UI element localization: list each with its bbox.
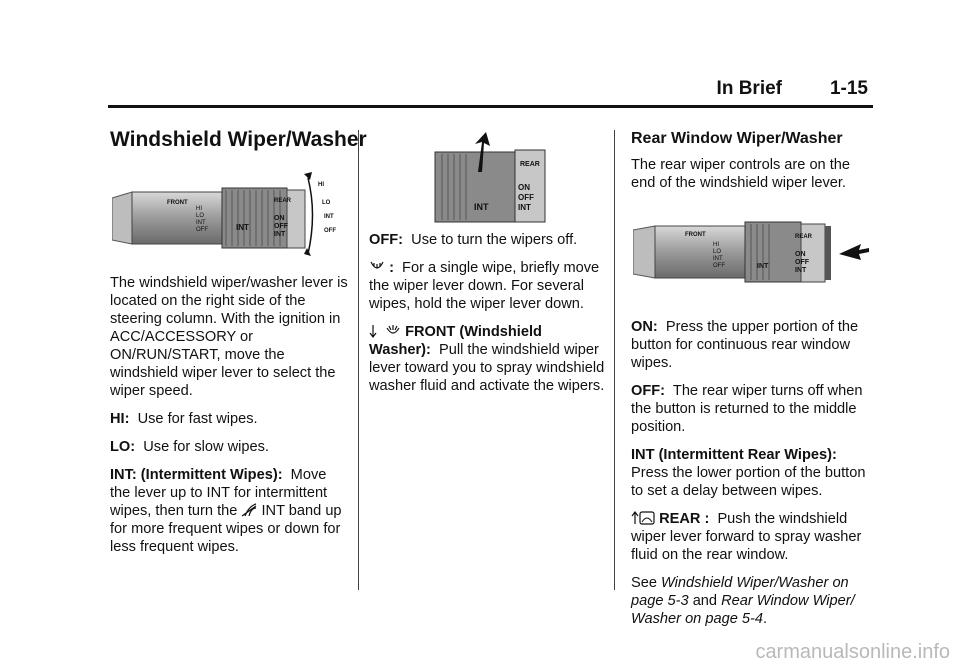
see-link-windshield[interactable]: Windshield Wiper/Washer on page 5-3 [631, 575, 849, 609]
fig-label-off: OFF [196, 227, 208, 233]
rear-off-text: The rear wiper turns off when the button is returned to the middle position. [631, 383, 863, 435]
fig-mid-label-off: OFF [518, 193, 534, 202]
column-divider-2 [614, 130, 615, 590]
rear-washer-icon [639, 511, 655, 525]
rear-off-label: OFF: [631, 383, 666, 399]
int-label: INT: (Intermittent Wipes): [110, 467, 283, 483]
rear-section-title: Rear Window Wiper/Washer [631, 130, 843, 147]
fig-mid-label-rear: REAR [520, 161, 540, 168]
page-header [640, 78, 872, 104]
see-text: See [631, 575, 657, 591]
int-entry [110, 466, 350, 556]
see-also-entry [631, 574, 871, 628]
middle-column-text [369, 231, 609, 405]
front-washer-icon [385, 324, 401, 338]
right-column-text [631, 318, 871, 638]
wiper-lever-closeup-figure [430, 132, 580, 224]
off-text: Use to turn the wipers off. [411, 232, 578, 248]
mist-label: : [389, 260, 394, 276]
fig-label-side-lo: LO [322, 200, 331, 206]
mist-text: For a single wipe, briefly move the wiper lever down. For several wipes, hold the wiper lever down. [369, 260, 600, 312]
mist-icon [369, 260, 385, 274]
hi-entry [110, 410, 350, 428]
rear-int-label: INT (Intermittent Rear Wipes): [631, 447, 837, 463]
off-label: OFF: [369, 232, 404, 248]
header-rule [108, 105, 873, 108]
fig-rear-label-int-band: INT [757, 263, 769, 270]
rear-intro: The rear wiper controls are on the end of the windshield wiper lever. [631, 157, 851, 191]
int-text-b: INT band up for more frequent wipes or down for less frequent wipes. [110, 503, 342, 555]
on-label: ON: [631, 319, 658, 335]
fig-rear-label-hi: HI [713, 242, 719, 248]
fig-label-hi: HI [196, 206, 202, 212]
column-divider-1 [358, 130, 359, 590]
fig-label-int-btn: INT [274, 231, 286, 238]
fig-label-side-off: OFF [324, 228, 336, 234]
see-link-rear-window[interactable]: Rear Window Wiper/ Washer on page 5-4 [631, 593, 855, 627]
fig-mid-label-on: ON [518, 183, 530, 192]
fig-label-int: INT [196, 220, 206, 226]
fig-rear-label-off: OFF [713, 263, 725, 269]
on-text: Press the upper portion of the button for continuous rear window wipes. [631, 319, 859, 371]
hi-text: Use for fast wipes. [137, 411, 258, 427]
fig-rear-label-lo: LO [713, 249, 722, 255]
rear-label: REAR : [659, 511, 710, 527]
fig-label-rear: REAR [274, 198, 292, 204]
intermittent-wipe-icon [241, 503, 257, 517]
front-label-a: FRONT (Windshield [405, 324, 542, 340]
lo-entry [110, 438, 350, 456]
fig-label-side-int: INT [324, 214, 334, 220]
rear-text: Push the windshield wiper lever forward to spray washer fluid on the rear window. [631, 511, 862, 563]
header-section: In Brief [716, 78, 782, 99]
front-washer-entry [369, 323, 609, 395]
header-page-number: 1-15 [829, 78, 868, 99]
on-entry [631, 318, 871, 372]
rear-int-text: Press the lower portion of the button to set a delay between wipes. [631, 465, 866, 499]
off-entry [369, 231, 609, 249]
fig-rear-label-int-btn: INT [795, 267, 807, 274]
fig-rear-label-front: FRONT [685, 232, 706, 238]
rear-wiper-lever-figure [633, 212, 871, 292]
lo-label: LO: [110, 439, 136, 455]
rear-off-entry [631, 382, 871, 436]
fig-rear-label-on: ON [795, 251, 806, 258]
fig-rear-label-off-btn: OFF [795, 259, 809, 266]
rear-int-entry [631, 446, 871, 500]
fig-label-front: FRONT [167, 200, 188, 206]
hi-label: HI: [110, 411, 130, 427]
rear-washer-entry [631, 510, 871, 564]
washer-up-arrow-icon [631, 511, 639, 525]
fig-rear-label-rear: REAR [795, 234, 813, 240]
watermark: carmanualsonline.info [755, 641, 950, 663]
fig-mid-label-int-btn: INT [518, 203, 531, 212]
see-end: . [762, 611, 768, 627]
front-label-b: Washer): [369, 342, 431, 358]
mist-entry [369, 259, 609, 313]
fig-label-int-band: INT [236, 223, 249, 232]
section-title: Windshield Wiper/Washer [110, 128, 367, 151]
washer-down-arrow-icon [369, 324, 385, 338]
fig-label-off-btn: OFF [274, 223, 288, 230]
int-text-a: Move the lever up to INT for intermittent wipes, then turn the [110, 467, 328, 519]
fig-rear-label-int: INT [713, 256, 723, 262]
see-and: and [692, 593, 718, 609]
wiper-lever-figure [112, 170, 352, 258]
fig-mid-label-int: INT [474, 202, 489, 212]
front-text: Pull the windshield wiper lever toward you to spray windshield washer fluid and activate the wipers. [369, 342, 605, 394]
fig-label-lo: LO [196, 213, 205, 219]
left-column-text [110, 274, 350, 566]
right-column-top [631, 130, 871, 202]
lo-text: Use for slow wipes. [143, 439, 269, 455]
fig-label-on: ON [274, 215, 285, 222]
intro-paragraph: The windshield wiper/washer lever is located on the right side of the steering column. With the ignition in ACC/ACCESSORY or ON/RUN/START, move the windshield wiper lever to select the wiper speed. [110, 275, 348, 399]
fig-label-side-hi: HI [318, 182, 324, 188]
